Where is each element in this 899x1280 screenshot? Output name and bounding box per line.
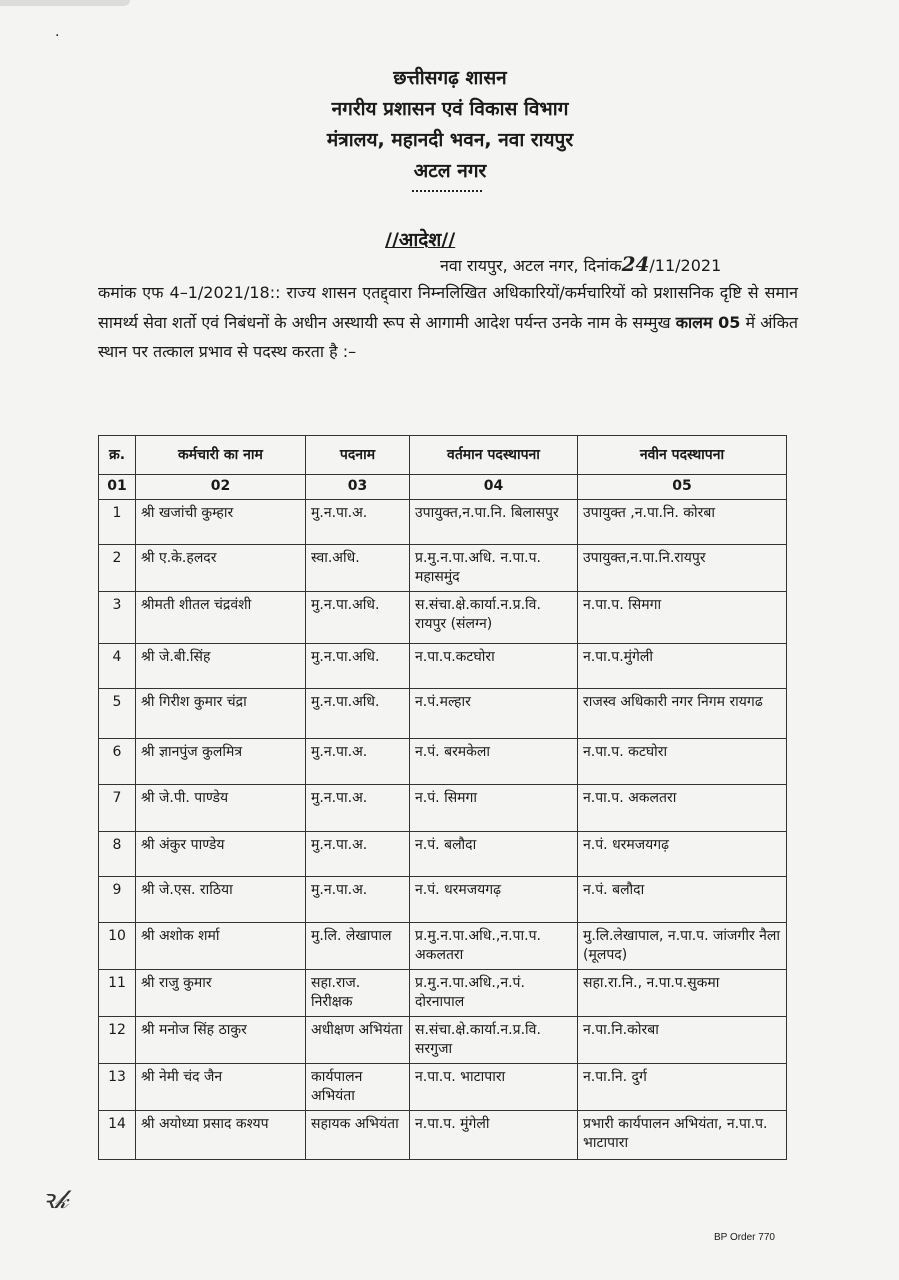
cell-current: न.पं. धरमजयगढ़ — [410, 877, 578, 923]
table-row — [99, 923, 787, 970]
table-row — [99, 739, 787, 785]
column-number: 03 — [306, 475, 410, 500]
cell-sn: 3 — [99, 592, 136, 644]
table-row — [99, 644, 787, 689]
cell-post: मु.न.पा.अधि. — [306, 644, 410, 689]
cell-sn: 8 — [99, 832, 136, 877]
table-row — [99, 970, 787, 1017]
table-row — [99, 832, 787, 877]
table-row — [99, 1064, 787, 1111]
cell-name: श्री नेमी चंद जैन — [136, 1064, 306, 1111]
cell-current: स.संचा.क्षे.कार्या.न.प्र.वि. सरगुजा — [410, 1017, 578, 1064]
table-row — [99, 1017, 787, 1064]
cell-sn: 7 — [99, 785, 136, 832]
transfer-table — [98, 435, 787, 1160]
paragraph-part2: में अंकित स्थान पर तत्काल प्रभाव से पदस्थ करता है :– — [98, 312, 798, 361]
cell-name: श्री ज्ञानपुंज कुलमित्र — [136, 739, 306, 785]
cell-current: प्र.मु.न.पा.अधि.,न.पं. दोरनापाल — [410, 970, 578, 1017]
cell-name: श्री जे.एस. राठिया — [136, 877, 306, 923]
table-header-row — [99, 436, 787, 475]
cell-post: अधीक्षण अभियंता — [306, 1017, 410, 1064]
handwritten-signature: ꝛ𝓀 — [42, 1185, 69, 1215]
cell-current: न.पा.प.कटघोरा — [410, 644, 578, 689]
column-number-row — [99, 475, 787, 500]
paragraph-part1: कमांक एफ 4–1/2021/18:: राज्य शासन एतद्द्वारा निम्नलिखित अधिकारियों/कर्मचारियों को प्रशासनिक दृष्टि से समान सामर्थ्य सेवा शर्तो एवं निबंधनों के अधीन अस्थायी रूप से आगामी आदेश पर्यन्त उनके नाम के सम्मुख — [98, 283, 798, 332]
cell-new: न.पं. धरमजयगढ़ — [578, 832, 787, 877]
cell-name: श्री गिरीश कुमार चंद्रा — [136, 689, 306, 739]
date-day-handwritten: 24 — [621, 252, 650, 276]
header-divider — [412, 190, 482, 192]
cell-post: स्वा.अधि. — [306, 545, 410, 592]
cell-name: श्री राजु कुमार — [136, 970, 306, 1017]
cell-new: न.पा.नि. दुर्ग — [578, 1064, 787, 1111]
table-row — [99, 689, 787, 739]
header-city: अटल नगर — [413, 160, 487, 182]
cell-new: न.पा.नि.कोरबा — [578, 1017, 787, 1064]
cell-sn: 13 — [99, 1064, 136, 1111]
cell-name: श्री अंकुर पाण्डेय — [136, 832, 306, 877]
column-number: 04 — [410, 475, 578, 500]
cell-post: सहायक अभियंता — [306, 1111, 410, 1160]
cell-sn: 2 — [99, 545, 136, 592]
cell-new: राजस्व अधिकारी नगर निगम रायगढ — [578, 689, 787, 739]
cell-current: उपायुक्त,न.पा.नि. बिलासपुर — [410, 500, 578, 545]
cell-current: न.पं. बलौदा — [410, 832, 578, 877]
cell-name: श्री जे.पी. पाण्डेय — [136, 785, 306, 832]
table-row — [99, 500, 787, 545]
paragraph-bold: कालम 05 — [675, 312, 741, 332]
cell-new: न.पं. बलौदा — [578, 877, 787, 923]
column-number: 05 — [578, 475, 787, 500]
cell-sn: 11 — [99, 970, 136, 1017]
cell-current: न.पं. सिमगा — [410, 785, 578, 832]
cell-post: मु.न.पा.अ. — [306, 785, 410, 832]
cell-new: सहा.रा.नि., न.पा.प.सुकमा — [578, 970, 787, 1017]
header-address: मंत्रालय, महानदी भवन, नवा रायपुर — [326, 129, 574, 151]
cell-current: स.संचा.क्षे.कार्या.न.प्र.वि. रायपुर (संलग्न) — [410, 592, 578, 644]
order-paragraph — [98, 278, 798, 367]
cell-name: श्री मनोज सिंह ठाकुर — [136, 1017, 306, 1064]
column-number: 02 — [136, 475, 306, 500]
cell-new: उपायुक्त ,न.पा.नि. कोरबा — [578, 500, 787, 545]
header-department: नगरीय प्रशासन एवं विकास विभाग — [331, 98, 569, 120]
cell-sn: 1 — [99, 500, 136, 545]
cell-name: श्री जे.बी.सिंह — [136, 644, 306, 689]
cell-post: कार्यपालन अभियंता — [306, 1064, 410, 1111]
cell-name: श्री अयोध्या प्रसाद कश्यप — [136, 1111, 306, 1160]
cell-name: श्री अशोक शर्मा — [136, 923, 306, 970]
cell-current: प्र.मु.न.पा.अधि. न.पा.प. महासमुंद — [410, 545, 578, 592]
cell-post: मु.न.पा.अ. — [306, 832, 410, 877]
cell-name: श्री खजांची कुम्हार — [136, 500, 306, 545]
cell-current: न.पं. बरमकेला — [410, 739, 578, 785]
cell-sn: 12 — [99, 1017, 136, 1064]
cell-new: न.पा.प. अकलतरा — [578, 785, 787, 832]
cell-post: मु.लि. लेखापाल — [306, 923, 410, 970]
cell-new: न.पा.प.मुंगेली — [578, 644, 787, 689]
table-row — [99, 877, 787, 923]
cell-sn: 5 — [99, 689, 136, 739]
cell-sn: 6 — [99, 739, 136, 785]
order-title: //आदेश// — [385, 229, 456, 251]
header-name: कर्मचारी का नाम — [136, 436, 306, 475]
cell-sn: 9 — [99, 877, 136, 923]
cell-current: प्र.मु.न.पा.अधि.,न.पा.प. अकलतरा — [410, 923, 578, 970]
cell-post: मु.न.पा.अ. — [306, 500, 410, 545]
table-row — [99, 785, 787, 832]
cell-sn: 10 — [99, 923, 136, 970]
cell-sn: 4 — [99, 644, 136, 689]
cell-new: प्रभारी कार्यपालन अभियंता, न.पा.प. भाटापारा — [578, 1111, 787, 1160]
table-row — [99, 1111, 787, 1160]
date-line — [440, 252, 721, 276]
header-new-posting: नवीन पदस्थापना — [578, 436, 787, 475]
cell-current: न.पं.मल्हार — [410, 689, 578, 739]
column-number: 01 — [99, 475, 136, 500]
cell-post: सहा.राज. निरीक्षक — [306, 970, 410, 1017]
cell-post: मु.न.पा.अधि. — [306, 592, 410, 644]
cell-current: न.पा.प. मुंगेली — [410, 1111, 578, 1160]
header-post: पदनाम — [306, 436, 410, 475]
cell-post: मु.न.पा.अ. — [306, 877, 410, 923]
table-row — [99, 545, 787, 592]
cell-name: श्री ए.के.हलदर — [136, 545, 306, 592]
cell-post: मु.न.पा.अधि. — [306, 689, 410, 739]
cell-new: उपायुक्त,न.पा.नि.रायपुर — [578, 545, 787, 592]
header-serial: क्र. — [99, 436, 136, 475]
stray-mark: · — [55, 28, 60, 44]
header-government: छत्तीसगढ़ शासन — [393, 67, 507, 89]
header-current-posting: वर्तमान पदस्थापना — [410, 436, 578, 475]
cell-current: न.पा.प. भाटापारा — [410, 1064, 578, 1111]
date-prefix: नवा रायपुर, अटल नगर, दिनांक — [440, 256, 622, 275]
cell-post: मु.न.पा.अ. — [306, 739, 410, 785]
cell-new: न.पा.प. सिमगा — [578, 592, 787, 644]
cell-new: मु.लि.लेखापाल, न.पा.प. जांजगीर नैला (मूलपद) — [578, 923, 787, 970]
footer-code: BP Order 770 — [714, 1232, 775, 1243]
cell-sn: 14 — [99, 1111, 136, 1160]
table-row — [99, 592, 787, 644]
cell-new: न.पा.प. कटघोरा — [578, 739, 787, 785]
date-suffix: /11/2021 — [649, 256, 722, 275]
top-edge-strip — [0, 0, 130, 6]
cell-name: श्रीमती शीतल चंद्रवंशी — [136, 592, 306, 644]
